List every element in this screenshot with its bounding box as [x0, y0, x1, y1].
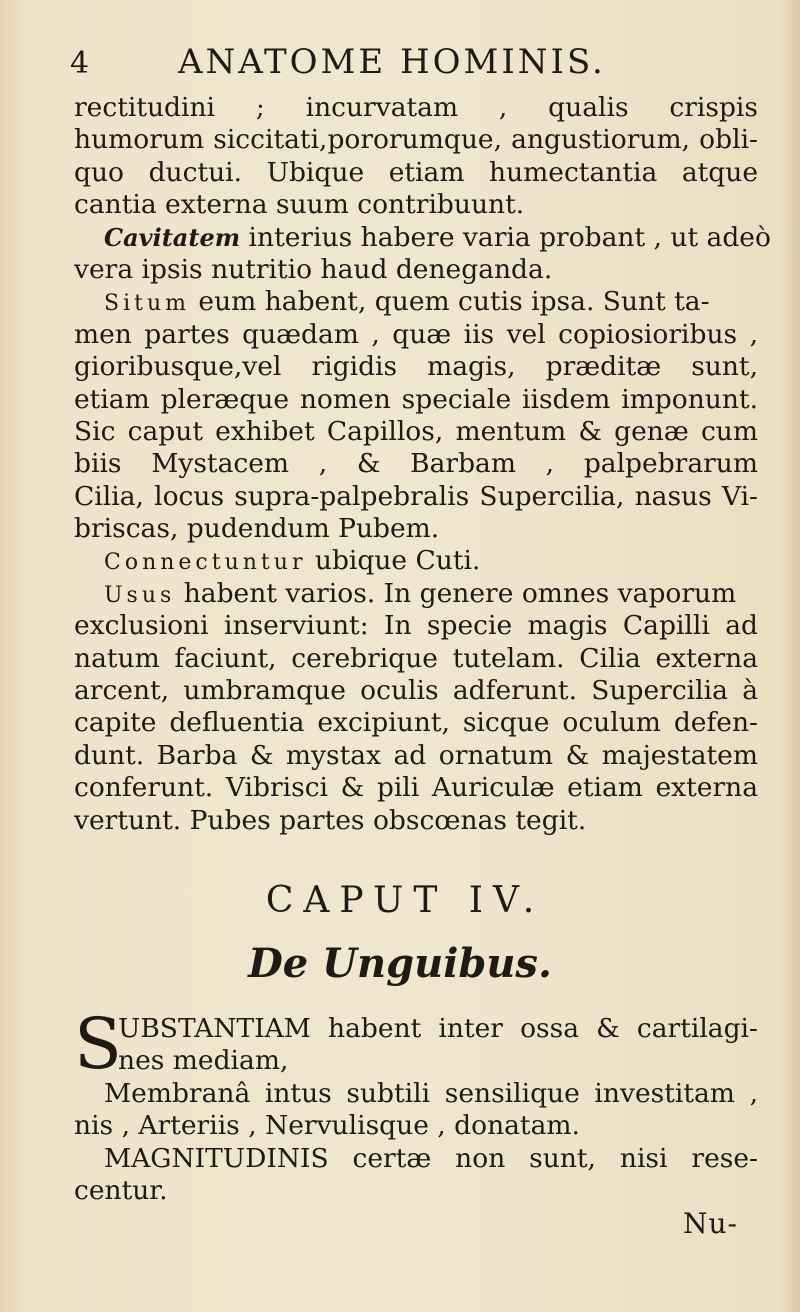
text-line: dunt. Barba & mystax ad ornatum & majestatem: [74, 739, 758, 771]
text-line: quo ductui. Ubique etiam humectantia atque: [74, 156, 758, 188]
text-line: etiam pleræque nomen speciale iisdem imponunt.: [74, 383, 758, 415]
text-line: humorum siccitati,pororumque, angustiorum, obli-: [74, 124, 758, 156]
text-line: capite defluentia excipiunt, sicque oculum defen-: [74, 707, 758, 739]
line-rest: eum habent, quem cutis ipsa. Sunt ta-: [189, 286, 710, 318]
text-line: arcent, umbramque oculis adferunt. Supercilia à: [74, 675, 758, 707]
drop-cap: S: [74, 1003, 122, 1085]
text-line: [74, 221, 771, 254]
body-text: [74, 92, 771, 837]
small-caps-term: Connectuntur: [104, 550, 307, 576]
text-line: nes mediam,: [118, 1045, 289, 1077]
text-line: Membranâ intus subtili sensilique investitam ,: [104, 1077, 758, 1109]
catchword: Nu-: [683, 1207, 738, 1240]
page-number: 4: [70, 46, 90, 81]
italic-term: Cavitatem: [104, 222, 241, 252]
text-line: rectitudini ; incurvatam , qualis crispis: [74, 92, 758, 123]
text-line: MAGNITUDINIS certæ non sunt, nisi rese-: [104, 1142, 758, 1174]
text-line: briscas, pudendum Pubem.: [74, 513, 440, 545]
line-rest: habent varios. In genere omnes vaporum: [175, 577, 737, 609]
text-line: natum faciunt, cerebrique tutelam. Cilia externa: [74, 642, 758, 674]
small-caps-term: Usus: [104, 582, 176, 608]
line-rest: ubique Cuti.: [306, 545, 481, 577]
line-rest: interius habere varia probant , ut adeò: [240, 221, 771, 253]
text-line: men partes quædam , quæ iis vel copiosioribus ,: [74, 318, 758, 350]
text-line: centur.: [74, 1174, 168, 1206]
text-line: [74, 545, 758, 577]
text-line: vera ipsis nutritio haud deneganda.: [74, 253, 553, 285]
text-line: [74, 286, 758, 318]
text-line: Cilia, locus supra-palpebralis Supercilia, nasus Vi-: [74, 480, 758, 512]
text-line: nis , Arteriis , Nervulisque , donatam.: [74, 1110, 580, 1142]
chapter-heading: CAPUT IV.: [265, 880, 545, 921]
running-title: ANATOME HOMINIS.: [178, 42, 606, 82]
text-line: UBSTANTIAM habent inter ossa & cartilagi-: [118, 1013, 758, 1044]
text-line: cantia externa suum contribuunt.: [74, 189, 525, 221]
small-caps-term: Situm: [104, 291, 190, 317]
text-line: vertunt. Pubes partes obscœnas tegit.: [74, 804, 587, 836]
chapter-subtitle: De Unguibus.: [248, 940, 552, 987]
text-line: biis Mystacem , & Barbam , palpebrarum: [74, 448, 758, 480]
text-line: exclusioni inserviunt: In specie magis Capilli ad: [74, 610, 758, 642]
page-header: [70, 42, 730, 92]
text-line: Sic caput exhibet Capillos, mentum & genæ cum: [74, 415, 758, 447]
text-line: conferunt. Vibrisci & pili Auriculæ etiam externa: [74, 772, 758, 804]
chapter-body: [74, 1003, 758, 1207]
text-line: [74, 578, 758, 610]
text-line: gioribusque,vel rigidis magis, præditæ sunt,: [74, 351, 758, 383]
